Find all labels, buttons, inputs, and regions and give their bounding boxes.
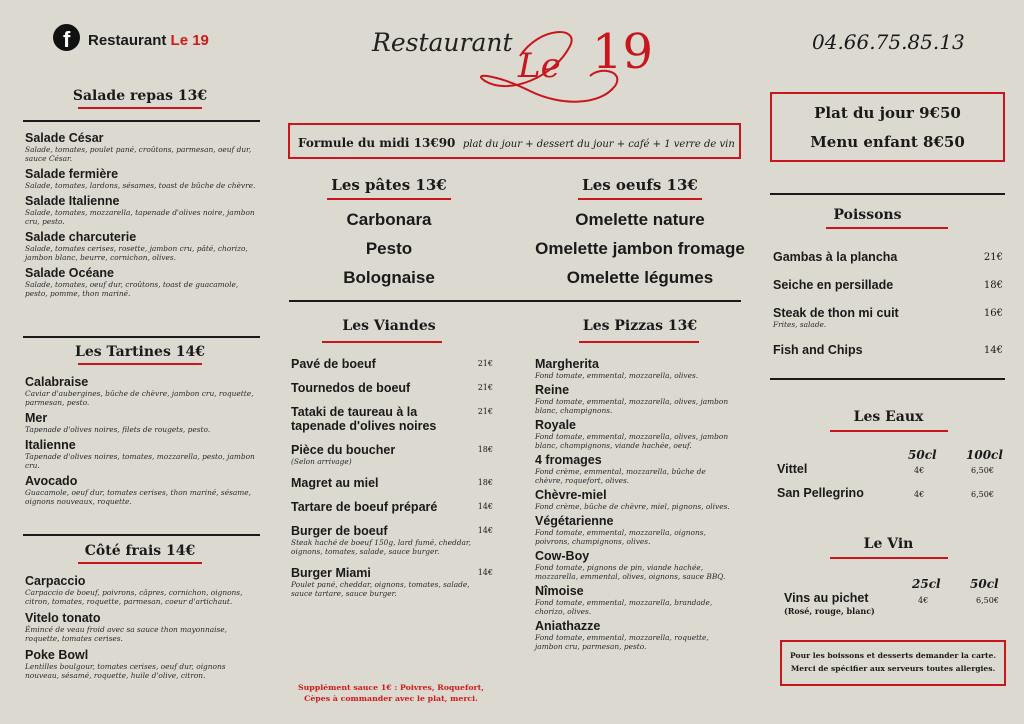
fb-name-red: Le 19 [170,32,209,49]
vin-col-50cl: 50cl [970,577,999,591]
cote-frais-item-desc: Lentilles boulgour, tomates cerises, oeuf dur, oignons nouveau, sésamé, roquette, huile d'olive, citron. [25,662,226,680]
poissons-list [773,250,1003,371]
salade-item [25,230,260,262]
formule-label: Formule du midi 13€90 [298,136,456,150]
pizza-item [535,488,740,511]
pizza-item-desc: Fond tomate, emmental, mozzarella, roquette, jambon cru, parmesan, pesto. [535,633,709,651]
pizza-item-name: Aniathazze [535,619,601,633]
vin-pichet-name: Vins au pichet [784,591,869,605]
eau-item [777,486,1005,510]
plat-du-jour-box [770,92,1005,162]
pizza-item [535,453,740,485]
viande-item-name: Tournedos de boeuf [291,381,411,395]
cote-frais-item-name: Poke Bowl [25,648,89,662]
viande-item [291,566,493,598]
salade-item [25,131,260,163]
pizza-item-desc: Fond tomate, emmental, mozzarella, olives. [535,371,699,380]
eaux-list [777,462,1005,510]
viande-item-name: Tataki de taureau à la tapenade d'olives noires [291,405,437,433]
salade-item-desc: Salade, tomates cerises, rosette, jambon cru, pâté, chorizo, jambon blanc, beurre, cornichon, olives. [25,244,248,262]
viande-item-name: Tartare de boeuf préparé [291,500,438,514]
tartines-underline [78,363,202,365]
eau-item-name: San Pellegrino [777,486,864,500]
oeufs-list [520,205,760,292]
viande-item-name: Pièce du boucher [291,443,396,457]
pizza-item-name: Royale [535,418,576,432]
notice-line1: Pour les boissons et desserts demander la carte. [790,651,996,660]
viande-item-price: 14€ [477,526,493,535]
pizzas-title: Les Pizzas 13€ [582,318,698,334]
salade-item [25,266,260,298]
brand-number: 19 [592,24,654,80]
salade-item-desc: Salade, tomates, oeuf dur, croûtons, toast de guacamole, pesto, pomme, thon mariné. [25,280,239,298]
poissons-title: Poissons [833,207,902,223]
sauce-note: Supplément sauce 1€ : Poivres, Roquefort, Cèpes à commander avec le plat, merci. [298,683,484,703]
tartines-list [25,375,260,510]
viande-item-desc: Poulet pané, cheddar, oignons, tomates, salade, sauce tartare, sauce burger. [291,580,470,598]
pizza-item-desc: Fond tomate, emmental, mozzarella, oignons, poivrons, champignons, olives. [535,528,706,546]
vin-price-50cl: 6,50€ [976,596,999,605]
salade-item-name: Salade Océane [25,266,114,280]
pizza-item-name: Margherita [535,357,599,371]
cote-frais-item-name: Carpaccio [25,574,86,588]
poisson-item-name: Steak de thon mi cuit [773,306,899,320]
poisson-item [773,250,1003,264]
salades-list [25,131,260,302]
brand-le: Le [518,46,561,86]
viande-item [291,381,493,395]
cote-frais-item-name: Vitelo tonato [25,611,101,625]
pizza-item [535,619,740,651]
salade-item-desc: Salade, tomates, lardons, sésames, toast de bûche de chèvre. [25,181,256,190]
pates-item: Pesto [365,239,413,258]
salade-item-name: Salade Italienne [25,194,120,208]
eau-item [777,462,1005,486]
viande-item-price: 18€ [477,445,493,454]
poisson-item-name: Gambas à la plancha [773,250,898,264]
phone-number[interactable]: 04.66.75.85.13 [812,30,965,54]
divider [23,534,260,536]
tartine-item-name: Calabraise [25,375,89,389]
salade-item-desc: Salade, tomates, mozzarella, tapenade d'olives noire, jambon cru, pesto. [25,208,255,226]
salade-item-name: Salade César [25,131,104,145]
salade-item-name: Salade fermière [25,167,119,181]
tartine-item-name: Mer [25,411,48,425]
cote-frais-title: Côté frais 14€ [84,543,196,559]
tartine-item [25,375,260,407]
pizza-item-desc: Fond tomate, emmental, mozzarella, brandade, chorizo, olives. [535,598,713,616]
cote-frais-item [25,611,260,643]
poisson-item-price: 18€ [983,280,1003,291]
eaux-underline [830,430,948,432]
viande-item [291,443,493,466]
vin-pichet-sub: (Rosé, rouge, blanc) [784,606,875,616]
tartine-item-name: Italienne [25,438,76,452]
pizza-item-name: 4 fromages [535,453,602,467]
viande-item-price: 14€ [477,568,493,577]
cote-frais-underline [78,562,202,564]
pizza-item-name: Nîmoise [535,584,584,598]
eau-price-50cl: 4€ [914,490,925,499]
notice-box [780,640,1006,686]
divider [770,193,1005,195]
oeufs-item: Omelette nature [575,210,705,229]
tartine-item-desc: Caviar d'aubergines, bûche de chèvre, jambon cru, roquette, parmesan, pesto. [25,389,254,407]
tartine-item [25,474,260,506]
divider [23,120,260,122]
viandes-list [291,357,493,608]
viande-item-desc: (Selon arrivage) [291,457,352,466]
vin-price-25cl: 4€ [918,596,929,605]
fb-name: Restaurant [88,32,167,49]
tartine-item-name: Avocado [25,474,78,488]
pizza-item [535,418,740,450]
poisson-item-price: 16€ [983,308,1003,319]
poissons-underline [826,227,948,229]
pizza-item [535,514,740,546]
plat-du-jour: Plat du jour 9€50 [814,104,961,122]
poisson-item [773,278,1003,292]
viande-item-desc: Steak haché de boeuf 150g, lard fumé, cheddar, oignons, tomates, salade, sauce burger. [291,538,471,556]
viande-item-price: 21€ [477,359,493,368]
viande-item [291,500,493,514]
viande-item-price: 21€ [477,383,493,392]
poisson-item-name: Seiche en persillade [773,278,894,292]
pizza-item [535,584,740,616]
vin-title: Le Vin [863,536,914,552]
salade-item [25,167,260,190]
eau-price-100cl: 6,50€ [971,490,994,499]
viande-item-price: 14€ [477,502,493,511]
oeufs-underline [578,198,702,200]
pizza-item [535,549,740,581]
pizza-item-desc: Fond tomate, pignons de pin, viande hachée, mozzarella, emmental, olives, oignons, sauce BBQ. [535,563,726,581]
tartine-item-desc: Tapenade d'olives noires, filets de rougets, pesto. [25,425,211,434]
viande-item-price: 21€ [477,407,493,416]
cote-frais-item-desc: Carpaccio de boeuf, poivrons, câpres, cornichon, oignons, citron, tomates, roquette, parmesan, coeur d'artichaut. [25,588,243,606]
eaux-col-100cl: 100cl [966,448,1003,462]
cote-frais-item-desc: Émincé de veau froid avec sa sauce thon mayonnaise, roquette, tomates cerises. [25,625,228,643]
eau-item-name: Vittel [777,462,808,476]
pizzas-underline [579,341,699,343]
poisson-item-desc: Frites, salade. [773,320,827,329]
viande-item-name: Burger de boeuf [291,524,388,538]
salade-item-name: Salade charcuterie [25,230,137,244]
cote-frais-list [25,574,260,685]
pizza-item-desc: Fond crème, emmental, mozzarella, bûche de chèvre, roquefort, olives. [535,467,706,485]
eaux-title: Les Eaux [853,409,924,425]
formule-detail: plat du jour + dessert du jour + café + 1 verre de vin [462,139,735,150]
tartine-item [25,411,260,434]
oeufs-item: Omelette légumes [566,268,714,287]
eau-price-100cl: 6,50€ [971,466,994,475]
facebook-page-name[interactable] [88,32,209,49]
brand-logo [370,16,670,116]
viande-item [291,476,493,490]
viande-item [291,405,493,433]
pizza-item-name: Cow-Boy [535,549,590,563]
viande-item [291,524,493,556]
viande-item-name: Magret au miel [291,476,379,490]
poisson-item-price: 21€ [983,252,1003,263]
salades-underline [78,107,202,109]
tartine-item-desc: Guacamole, oeuf dur, tomates cerises, thon mariné, sésame, oignons nouveaux, roquette. [25,488,252,506]
pizza-item-desc: Fond tomate, emmental, mozzarella, olives, jambon blanc, champignons, viande hachée, oeuf. [535,432,729,450]
pates-list [289,205,489,292]
pizza-item-name: Chèvre-miel [535,488,607,502]
pizza-item-name: Reine [535,383,570,397]
notice-line2: Merci de spécifier aux serveurs toutes allergies. [790,664,996,673]
eau-price-50cl: 4€ [914,466,925,475]
facebook-icon[interactable]: f [53,24,80,51]
cote-frais-item [25,574,260,606]
pizza-item-name: Végétarienne [535,514,614,528]
viandes-title: Les Viandes [342,318,436,334]
salade-item [25,194,260,226]
salades-title: Salade repas 13€ [72,88,208,104]
divider [770,378,1005,380]
viande-item-name: Burger Miami [291,566,371,580]
oeufs-title: Les oeufs 13€ [582,176,698,194]
pates-item: Bolognaise [343,268,435,287]
pizza-item-desc: Fond crème, bûche de chèvre, miel, pignons, olives. [535,502,730,511]
pates-underline [327,198,451,200]
poisson-item [773,306,1003,329]
viande-item-name: Pavé de boeuf [291,357,376,371]
pates-item: Carbonara [346,210,432,229]
oeufs-item: Omelette jambon fromage [535,239,745,258]
cote-frais-item [25,648,260,680]
poisson-item-name: Fish and Chips [773,343,863,357]
pizzas-list [535,357,740,654]
salade-item-desc: Salade, tomates, poulet pané, croûtons, parmesan, oeuf dur, sauce César. [25,145,252,163]
tartines-title: Les Tartines 14€ [75,344,205,360]
divider [289,300,741,302]
vin-col-25cl: 25cl [912,577,941,591]
menu-enfant: Menu enfant 8€50 [810,133,965,151]
eaux-col-50cl: 50cl [908,448,937,462]
pizza-item-desc: Fond tomate, emmental, mozzarella, olives, jambon blanc, champignons. [535,397,729,415]
brand-word: Restaurant [372,28,513,57]
pates-title: Les pâtes 13€ [331,176,447,194]
viande-item-price: 18€ [477,478,493,487]
pizza-item [535,357,740,380]
pizza-item [535,383,740,415]
vin-underline [830,557,948,559]
viandes-underline [322,341,442,343]
formule-box [288,123,741,159]
viande-item [291,357,493,371]
tartine-item-desc: Tapenade d'olives noires, tomates, mozzarella, pesto, jambon cru. [25,452,255,470]
poisson-item [773,343,1003,357]
divider [23,336,260,338]
tartine-item [25,438,260,470]
poisson-item-price: 14€ [983,345,1003,356]
